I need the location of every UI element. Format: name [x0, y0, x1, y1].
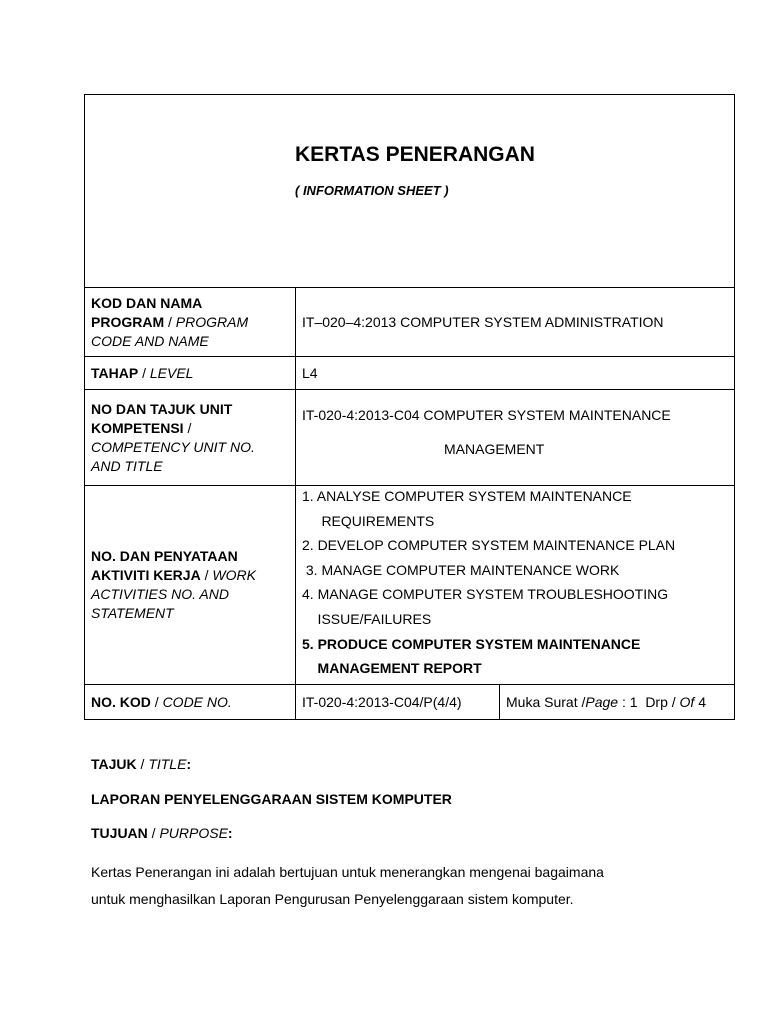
- code-value: IT-020-4:2013-C04/P(4/4): [296, 685, 500, 719]
- unit-value-line1: IT-020-4:2013-C04 COMPUTER SYSTEM MAINTENANCE: [302, 407, 671, 423]
- activities-label: NO. DAN PENYATAAN AKTIVITI KERJA / WORK ACTIVITIES NO. AND STATEMENT: [85, 486, 296, 685]
- activity-item: 4. MANAGE COMPUTER SYSTEM TROUBLESHOOTING: [302, 586, 669, 603]
- code-value-cell: [296, 685, 735, 720]
- level-row: [85, 357, 735, 390]
- unit-row: [85, 390, 735, 486]
- title-value: LAPORAN PENYELENGGARAAN SISTEM KOMPUTER: [91, 791, 452, 807]
- level-label: TAHAP / LEVEL: [85, 357, 296, 390]
- activity-item: 1. ANALYSE COMPUTER SYSTEM MAINTENANCE: [302, 488, 632, 504]
- document-subtitle: ( INFORMATION SHEET ): [295, 183, 449, 198]
- activities-row: [85, 486, 735, 685]
- title-heading: TAJUK / TITLE:: [91, 756, 192, 772]
- activities-list: [302, 484, 675, 681]
- activity-item: 3. MANAGE COMPUTER MAINTENANCE WORK: [302, 561, 620, 578]
- activity-item: REQUIREMENTS: [302, 512, 435, 529]
- document-title: KERTAS PENERANGAN: [295, 143, 535, 166]
- unit-value: [296, 390, 735, 486]
- program-row: [85, 288, 735, 357]
- activity-item: 5. PRODUCE COMPUTER SYSTEM MAINTENANCE: [302, 635, 641, 652]
- unit-value-line2: MANAGEMENT: [444, 441, 545, 457]
- activity-item: 2. DEVELOP COMPUTER SYSTEM MAINTENANCE PLAN: [302, 537, 676, 554]
- purpose-text-line1: Kertas Penerangan ini adalah bertujuan untuk menerangkan mengenai bagaimana: [91, 864, 604, 880]
- purpose-heading: TUJUAN / PURPOSE:: [91, 825, 233, 841]
- code-row: [85, 685, 735, 720]
- level-value: L4: [296, 357, 735, 390]
- title-cell: [85, 95, 735, 288]
- program-label: KOD DAN NAMA PROGRAM / PROGRAM CODE AND NAME: [85, 288, 296, 357]
- purpose-text-line2: untuk menghasilkan Laporan Pengurusan Penyelenggaraan sistem komputer.: [91, 891, 574, 907]
- activities-value: [296, 486, 735, 685]
- page-info: Muka Surat / Page : 1 Drp / Of 4: [506, 693, 707, 710]
- code-label: NO. KOD / CODE NO.: [85, 685, 296, 720]
- program-value: IT–020–4:2013 COMPUTER SYSTEM ADMINISTRATION: [296, 288, 735, 357]
- unit-label: NO DAN TAJUK UNIT KOMPETENSI / COMPETENCY UNIT NO. AND TITLE: [85, 390, 296, 486]
- activity-item: ISSUE/FAILURES: [302, 610, 432, 627]
- activity-item: MANAGEMENT REPORT: [302, 660, 482, 677]
- information-sheet-table: [84, 94, 735, 720]
